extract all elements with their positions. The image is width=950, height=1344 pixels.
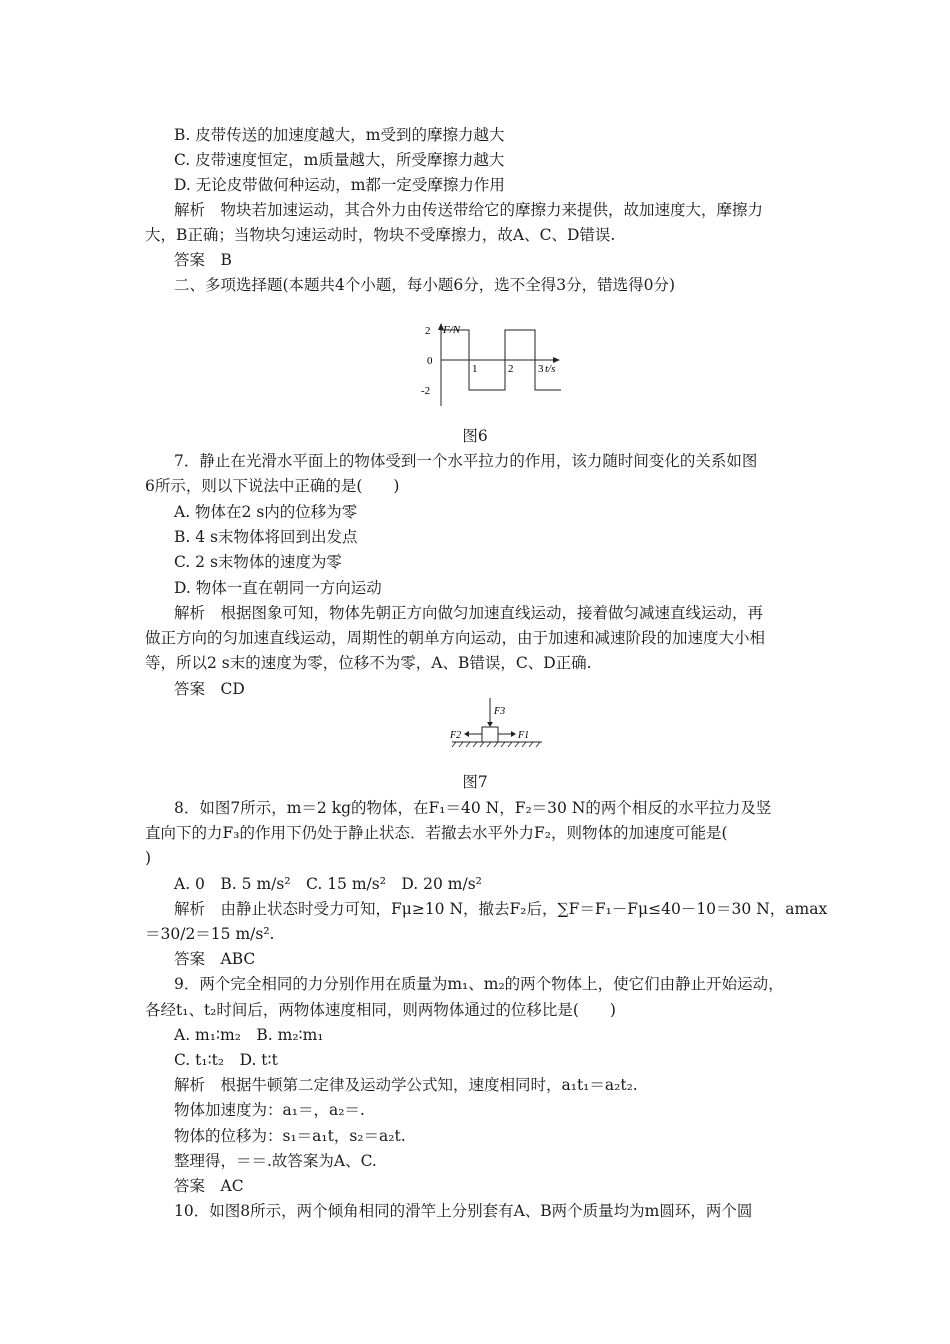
lines-line: D. 无论皮带做何种运动，m都一定受摩擦力作用 — [174, 176, 505, 194]
q8-line: ) — [145, 849, 152, 868]
q8-line: A. m₁∶m₂ B. m₂∶m₁ — [174, 1025, 324, 1044]
q7-line: A. 物体在2 s内的位移为零 — [174, 502, 358, 521]
q8-line: 解析 根据牛顿第二定律及运动学公式知，速度相同时，a₁t₁＝a₂t₂. — [174, 1076, 638, 1095]
q8-line: 8．如图7所示，m＝2 kg的物体，在F₁＝40 N，F₂＝30 N的两个相反的水平拉力及竖 — [174, 799, 772, 817]
f2-label: F2 — [450, 730, 462, 741]
block — [482, 727, 498, 742]
q7-line: 答案 CD — [174, 679, 245, 698]
q8-line: 物体加速度为：a₁＝，a₂＝. — [174, 1101, 365, 1120]
q7-line: 6所示，则以下说法中正确的是( ) — [145, 477, 400, 496]
q7-line: 7．静止在光滑水平面上的物体受到一个水平拉力的作用，该力随时间变化的关系如图 — [174, 452, 758, 470]
lines-line: 解析 物块若加速运动，其合外力由传送带给它的摩擦力来提供，故加速度大，摩擦力 — [174, 201, 764, 219]
y-tick-0: 0 — [427, 355, 433, 367]
y-tick-2: 2 — [425, 325, 431, 337]
y-tick-neg2: -2 — [421, 385, 431, 397]
f3-label: F3 — [494, 706, 506, 717]
lines-line: 二、多项选择题(本题共4个小题，每小题6分，选不全得3分，错选得0分) — [174, 276, 676, 294]
q8-line: 直向下的力F₃的作用下仍处于静止状态．若撤去水平外力F₂，则物体的加速度可能是( — [145, 824, 728, 843]
f3-arrowhead-icon — [487, 722, 493, 727]
lines-line: 大，B正确；当物块匀速运动时，物块不受摩擦力，故A、C、D错误. — [145, 226, 616, 244]
q7-line: D. 物体一直在朝同一方向运动 — [174, 578, 382, 597]
figure-7-caption: 图7 — [462, 773, 488, 791]
q8-line: 物体的位移为：s₁＝a₁t，s₂＝a₂t. — [174, 1126, 406, 1145]
q7-line: 解析 根据图象可知，物体先朝正方向做匀加速直线运动，接着做匀减速直线运动，再 — [174, 603, 764, 622]
q7-line: C. 2 s末物体的速度为零 — [174, 553, 342, 572]
y-axis-label: F/N — [443, 324, 461, 336]
q8-line: 解析 由静止状态时受力可知，Fμ≥10 N，撤去F₂后，∑F＝F₁－Fμ≤40－10＝30 N，amax — [174, 899, 828, 918]
q8-line: 整理得，＝＝.故答案为A、C. — [174, 1151, 377, 1170]
q8-line: A. 0 B. 5 m/s² C. 15 m/s² D. 20 m/s² — [174, 874, 482, 893]
x-tick-1: 1 — [472, 363, 478, 375]
lines-line: C. 皮带速度恒定，m质量越大，所受摩擦力越大 — [174, 151, 505, 169]
q8-line: 答案 ABC — [174, 950, 256, 969]
x-tick-3: 3 — [538, 363, 544, 375]
q7-line: 做正方向的匀加速直线运动，周期性的朝单方向运动，由于加速和减速阶段的加速度大小相 — [145, 629, 766, 648]
figure-6-force-time-graph — [415, 322, 575, 410]
f2-arrowhead-icon — [464, 731, 469, 737]
q8-line: C. t₁∶t₂ D. t∶t — [174, 1051, 278, 1069]
x-axis-label: t/s — [545, 363, 556, 375]
q8-line: 10．如图8所示，两个倾角相同的滑竿上分别套有A、B两个质量均为m圆环，两个圆 — [174, 1202, 753, 1221]
q8-line: 答案 AC — [174, 1177, 244, 1195]
q7-line: B. 4 s末物体将回到出发点 — [174, 527, 358, 546]
figure-6-caption: 图6 — [462, 427, 488, 445]
q8-line: 9．两个完全相同的力分别作用在质量为m₁、m₂的两个物体上，使它们由静止开始运动， — [174, 975, 784, 994]
lines-line: 答案 B — [174, 251, 232, 269]
ground-hatching — [452, 742, 540, 747]
q7-line: 等，所以2 s末的速度为零，位移不为零，A、B错误，C、D正确. — [145, 654, 592, 673]
figure-7-force-diagram — [448, 694, 548, 752]
f1-arrowhead-icon — [511, 731, 516, 737]
x-tick-2: 2 — [508, 363, 514, 375]
q8-line: 各经t₁、t₂时间后，两物体速度相同，则两物体通过的位移比是( ) — [145, 1000, 616, 1019]
f1-label: F1 — [518, 730, 530, 741]
q8-line: ＝30/2＝15 m/s². — [145, 925, 275, 943]
lines-line: B. 皮带传送的加速度越大，m受到的摩擦力越大 — [174, 126, 505, 144]
